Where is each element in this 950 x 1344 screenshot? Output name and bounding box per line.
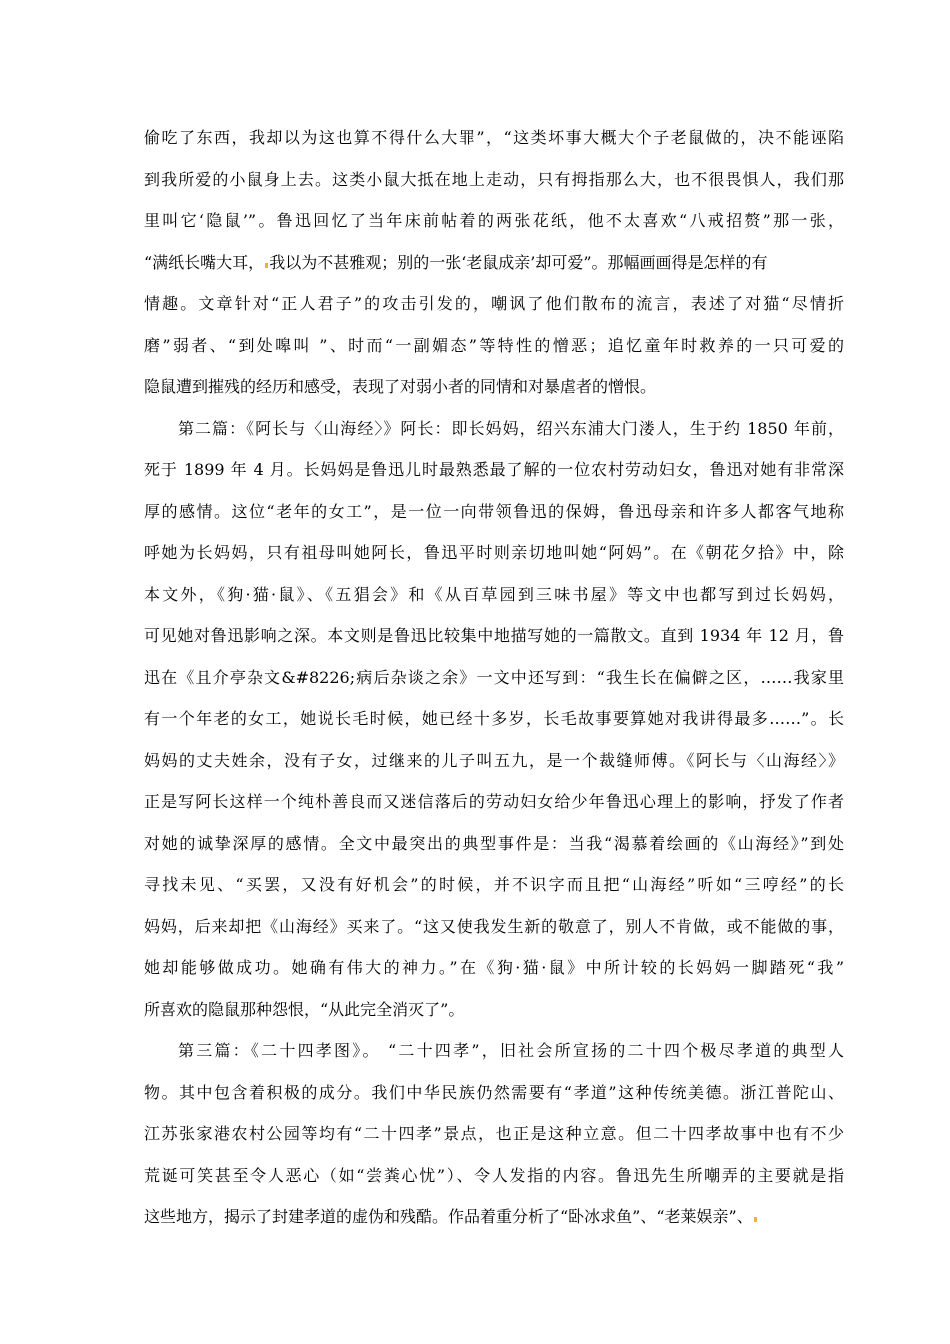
highlight-mark [265,263,268,268]
text-line-4-prefix: “满纸长嘴大耳， [144,252,265,272]
text-line-21: 她却能够做成功。她确有伟大的神力。”在《狗·猫·鼠》中所计较的长妈妈一脚踏死“我” [144,958,844,977]
text-line-22: 所喜欢的隐鼠那种怨恨，“从此完全消灭了”。 [144,999,465,1019]
text-line-17: 正是写阿长这样一个纯朴善良而又迷信落后的劳动妇女给少年鲁迅心理上的影响，抒发了作者 [144,792,844,811]
text-line-10: 厚的感情。这位“老年的女工”，是一位一向带领鲁迅的保姆，鲁迅母亲和许多人都客气地称 [144,501,844,521]
text-line-18: 对她的诚挚深厚的感情。全文中最突出的典型事件是：当我“渴慕着绘画的《山海经》”到处 [144,833,844,853]
text-line-20: 妈妈，后来却把《山海经》买来了。“这又使我发生新的敬意了，别人不肯做，或不能做的事， [144,916,844,936]
text-line-8: 第二篇：《阿长与〈山海经〉》阿长：即长妈妈，绍兴东浦大门溇人，生于约 1850 年前， [178,418,844,438]
text-line-2: 到我所爱的小鼠身上去。这类小鼠大抵在地上走动，只有拇指那么大，也不很畏惧人，我们那 [144,169,844,189]
text-line-3: 里叫它‘隐鼠’”。鲁迅回忆了当年床前帖着的两张花纸，他不太喜欢“八戒招赘”那一张， [144,211,844,230]
text-line-25: 江苏张家港农村公园等均有“二十四孝”景点，也正是这种立意。但二十四孝故事中也有不少 [144,1124,844,1143]
text-line-7: 隐鼠遭到摧残的经历和感受，表现了对弱小者的同情和对暴虐者的憎恨。 [144,377,657,396]
text-line-12: 本文外，《狗·猫·鼠》、《五猖会》和《从百草园到三味书屋》等文中也都写到过长妈妈， [144,584,844,604]
text-line-14: 迅在《且介亭杂文&#8226;病后杂谈之余》一文中还写到：“我生长在偏僻之区，……我家里 [144,667,844,687]
text-line-27 [144,1202,844,1244]
text-line-24: 物。其中包含着积极的成分。我们中华民族仍然需要有“孝道”这种传统美德。浙江普陀山、 [144,1082,844,1102]
text-line-13: 可见她对鲁迅影响之深。本文则是鲁迅比较集中地描写她的一篇散文。直到 1934 年 12 月，鲁 [144,626,844,645]
text-line-4 [144,248,844,290]
text-line-26: 荒诞可笑甚至令人恶心（如“尝粪心忧”）、令人发指的内容。鲁迅先生所嘲弄的主要就是指 [144,1165,844,1185]
text-line-11: 呼她为长妈妈，只有祖母叫她阿长，鲁迅平时则亲切地叫她“阿妈”。在《朝花夕拾》中，除 [144,543,844,562]
highlight-mark-end [754,1217,757,1222]
text-line-16: 妈妈的丈夫姓余，没有子女，过继来的儿子叫五九，是一个裁缝师傅。《阿长与〈山海经〉》 [144,750,844,770]
text-line-15: 有一个年老的女工，她说长毛时候，她已经十多岁，长毛故事要算她对我讲得最多……”。长 [144,709,844,728]
text-line-23: 第三篇：《二十四孝图》。 “二十四孝”，旧社会所宣扬的二十四个极尽孝道的典型人 [178,1041,844,1060]
text-line-27-text: 这些地方，揭示了封建孝道的虚伪和残酷。作品着重分析了“卧冰求鱼”、“老莱娱亲”、 [144,1207,753,1226]
text-line-6: 磨”弱者、“到处嗥叫 ”、时而“一副媚态”等特性的憎恶；追忆童年时救养的一只可爱的 [144,335,844,355]
body-text [144,123,844,1244]
text-line-19: 寻找未见、“买罢，又没有好机会”的时候，并不识字而且把“山海经”听如“三哼经”的长 [144,875,844,894]
text-line-9: 死于 1899 年 4 月。长妈妈是鲁迅儿时最熟悉最了解的一位农村劳动妇女，鲁迅对她有非常深 [144,460,844,479]
text-line-4-rest: 我以为不甚雅观；别的一张‘老鼠成亲’却可爱”。那幅画画得是怎样的有 [269,252,768,272]
text-line-1: 偷吃了东西，我却以为这也算不得什么大罪”，“这类坏事大概大个子老鼠做的，决不能诬陷 [144,128,844,147]
text-line-5: 情趣。文章针对“正人君子”的攻击引发的，嘲讽了他们散布的流言，表述了对猫“尽情折 [144,294,844,313]
